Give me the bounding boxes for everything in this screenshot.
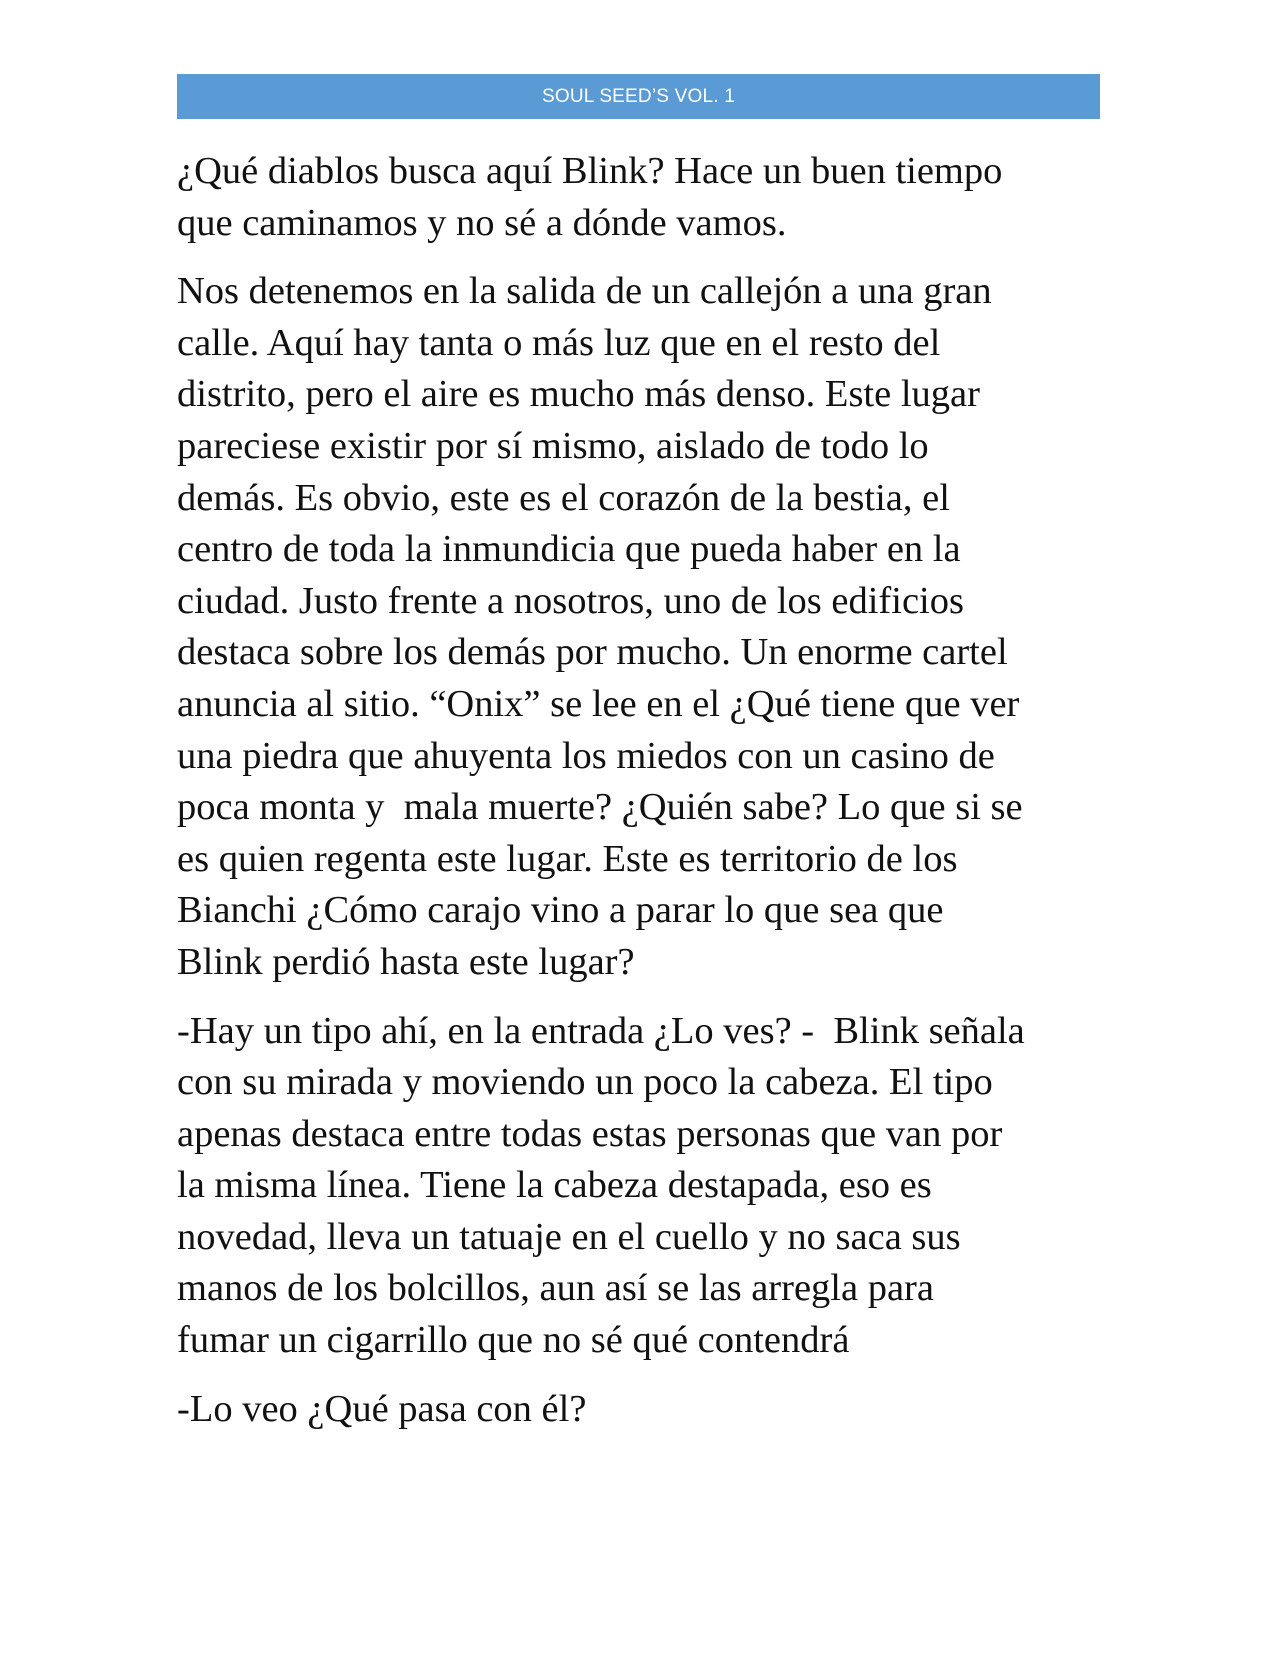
text-line: demás. Es obvio, este es el corazón de la bestia, el	[177, 476, 950, 519]
paragraph-3	[177, 1006, 1107, 1367]
text-line: ciudad. Justo frente a nosotros, uno de los edificios	[177, 579, 964, 622]
text-line: Bianchi ¿Cómo carajo vino a parar lo que sea que	[177, 889, 944, 932]
text-line: apenas destaca entre todas estas personas que van por	[177, 1112, 1003, 1155]
text-line: manos de los bolcillos, aun así se las arregla para	[177, 1267, 934, 1310]
header-bar	[177, 74, 1100, 119]
header-title: SOUL SEED’S VOL. 1	[542, 85, 735, 107]
text-line: -Hay un tipo ahí, en la entrada ¿Lo ves? - Blink señala	[177, 1009, 1025, 1052]
text-line: una piedra que ahuyenta los miedos con un casino de	[177, 734, 995, 777]
text-line: centro de toda la inmundicia que pueda haber en la	[177, 528, 961, 571]
paragraph-1	[177, 146, 1107, 249]
text-line: -Lo veo ¿Qué pasa con él?	[177, 1387, 587, 1430]
text-line: poca monta y mala muerte? ¿Quién sabe? Lo que si se	[177, 786, 1023, 829]
text-line: Blink perdió hasta este lugar?	[177, 940, 635, 983]
text-line: es quien regenta este lugar. Este es territorio de los	[177, 837, 958, 880]
text-line: con su mirada y moviendo un poco la cabeza. El tipo	[177, 1061, 993, 1104]
text-line: ¿Qué diablos busca aquí Blink? Hace un buen tiempo	[177, 150, 1003, 192]
text-line: la misma línea. Tiene la cabeza destapada, eso es	[177, 1164, 932, 1207]
text-line: destaca sobre los demás por mucho. Un enorme cartel	[177, 631, 1008, 674]
text-line: que caminamos y no sé a dónde vamos.	[177, 201, 787, 244]
text-line: distrito, pero el aire es mucho más denso. Este lugar	[177, 373, 980, 416]
text-line: pareciese existir por sí mismo, aislado de todo lo	[177, 424, 929, 467]
text-line: fumar un cigarrillo que no sé qué contendrá	[177, 1319, 850, 1362]
paragraph-2	[177, 266, 1107, 988]
paragraph-4	[177, 1384, 1107, 1436]
page-body	[177, 146, 1107, 1452]
text-line: novedad, lleva un tatuaje en el cuello y no saca sus	[177, 1215, 961, 1258]
text-line: anuncia al sitio. “Onix” se lee en el ¿Qué tiene que ver	[177, 682, 1020, 725]
text-line: calle. Aquí hay tanta o más luz que en el resto del	[177, 321, 941, 364]
text-line: Nos detenemos en la salida de un callejón a una gran	[177, 270, 992, 313]
